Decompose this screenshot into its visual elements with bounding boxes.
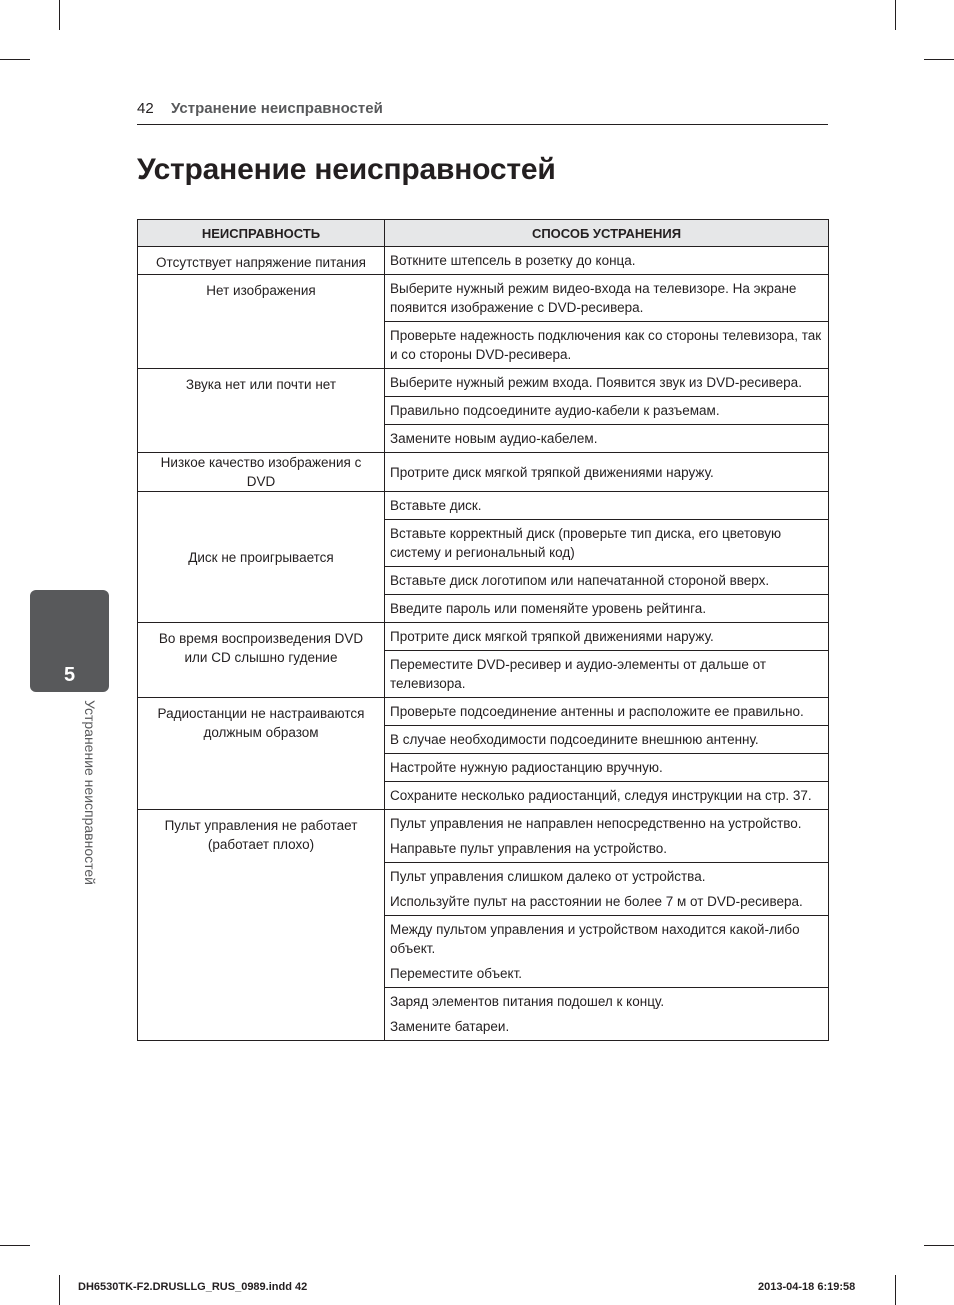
troubleshooting-table — [137, 219, 829, 1041]
problem-cell: Радиостанции не настраиваются должным образом — [138, 698, 385, 810]
table-row — [138, 623, 829, 651]
solution-cell — [385, 651, 829, 698]
solution-text: Используйте пульт на расстоянии не более 7 м от DVD-ресивера. — [390, 894, 803, 909]
column-header-solution: СПОСОБ УСТРАНЕНИЯ — [385, 220, 829, 247]
solution-text: Вставьте диск. — [390, 498, 482, 513]
solution-cell — [385, 863, 829, 916]
table-header-row — [138, 220, 829, 247]
header-rule — [137, 124, 828, 125]
running-title: Устранение неисправностей — [171, 100, 383, 117]
problem-cell: Низкое качество изображения с DVD — [138, 453, 385, 492]
chapter-number: 5 — [63, 664, 76, 686]
problem-cell: Нет изображения — [138, 275, 385, 369]
solution-cell — [385, 810, 829, 863]
solution-cell — [385, 698, 829, 726]
problem-cell: Пульт управления не работает (работает плохо) — [138, 810, 385, 1041]
solution-text: Настройте нужную радиостанцию вручную. — [390, 760, 663, 775]
table-row — [138, 369, 829, 397]
solution-text: Замените новым аудио-кабелем. — [390, 431, 598, 446]
chapter-label: Устранение неисправностей — [82, 700, 98, 885]
solution-text: Введите пароль или поменяйте уровень рейтинга. — [390, 601, 707, 616]
solution-text: Вставьте корректный диск (проверьте тип диска, его цветовую систему и региональный код) — [390, 526, 782, 560]
solution-cell — [385, 916, 829, 988]
table-body — [138, 247, 829, 1041]
footer-file: DH6530TK-F2.DRUSLLG_RUS_0989.indd 42 — [78, 1281, 308, 1293]
solution-cell — [385, 988, 829, 1041]
table-row — [138, 810, 829, 863]
crop-mark — [924, 59, 954, 60]
footer-timestamp: 2013-04-18 6:19:58 — [758, 1281, 856, 1293]
solution-text: Сохраните несколько радиостанций, следуя инструкции на стр. 37. — [390, 788, 812, 803]
table-row — [138, 275, 829, 322]
solution-text: Пульт управления слишком далеко от устройства. — [390, 869, 706, 884]
solution-cell — [385, 322, 829, 369]
solution-cell — [385, 369, 829, 397]
crop-mark — [59, 1275, 60, 1305]
solution-text: Замените батареи. — [390, 1019, 510, 1034]
column-header-problem: НЕИСПРАВНОСТЬ — [138, 220, 385, 247]
solution-cell — [385, 595, 829, 623]
solution-text: Направьте пульт управления на устройство. — [390, 841, 667, 856]
solution-text: Вставьте диск логотипом или напечатанной стороной вверх. — [390, 573, 770, 588]
solution-text: Пульт управления не направлен непосредственно на устройство. — [390, 816, 802, 831]
table-row — [138, 453, 829, 492]
problem-cell: Отсутствует напряжение питания — [138, 247, 385, 275]
page-title: Устранение неисправностей — [137, 153, 556, 186]
crop-mark — [895, 0, 896, 30]
crop-mark — [0, 1245, 30, 1246]
solution-text: Между пультом управления и устройством находится какой-либо объект. — [390, 922, 800, 956]
solution-text: Воткните штепсель в розетку до конца. — [390, 253, 636, 268]
problem-cell: Звука нет или почти нет — [138, 369, 385, 453]
page-number: 42 — [137, 100, 154, 117]
solution-text: Заряд элементов питания подошел к концу. — [390, 994, 665, 1009]
solution-text: Выберите нужный режим видео-входа на телевизоре. На экране появится изображение с DVD-ресивера. — [390, 281, 797, 315]
solution-text: Переместите объект. — [390, 966, 523, 981]
crop-mark — [0, 59, 30, 60]
solution-cell — [385, 247, 829, 275]
solution-cell — [385, 275, 829, 322]
solution-cell — [385, 754, 829, 782]
solution-text: Протрите диск мягкой тряпкой движениями наружу. — [390, 464, 714, 480]
solution-cell — [385, 567, 829, 595]
solution-text: Переместите DVD-ресивер и аудио-элементы от дальше от телевизора. — [390, 657, 767, 691]
solution-cell — [385, 623, 829, 651]
solution-text: Протрите диск мягкой тряпкой движениями наружу. — [390, 629, 714, 644]
solution-text: В случае необходимости подсоедините внешнюю антенну. — [390, 732, 759, 747]
solution-cell — [385, 425, 829, 453]
solution-cell — [385, 492, 829, 520]
table-row — [138, 698, 829, 726]
solution-text: Правильно подсоедините аудио-кабели к разъемам. — [390, 403, 720, 418]
solution-cell — [385, 453, 829, 492]
solution-text: Проверьте подсоединение антенны и расположите ее правильно. — [390, 704, 804, 719]
solution-cell — [385, 397, 829, 425]
solution-cell — [385, 520, 829, 567]
solution-cell — [385, 726, 829, 754]
solution-text: Проверьте надежность подключения как со стороны телевизора, так и со стороны DVD-ресивера. — [390, 328, 822, 362]
problem-cell: Во время воспроизведения DVD или CD слышно гудение — [138, 623, 385, 698]
solution-text: Выберите нужный режим входа. Появится звук из DVD-ресивера. — [390, 375, 802, 390]
crop-mark — [59, 0, 60, 30]
crop-mark — [895, 1275, 896, 1305]
crop-mark — [924, 1245, 954, 1246]
solution-cell — [385, 782, 829, 810]
table-row — [138, 247, 829, 275]
problem-cell: Диск не проигрывается — [138, 492, 385, 623]
table-row — [138, 492, 829, 520]
